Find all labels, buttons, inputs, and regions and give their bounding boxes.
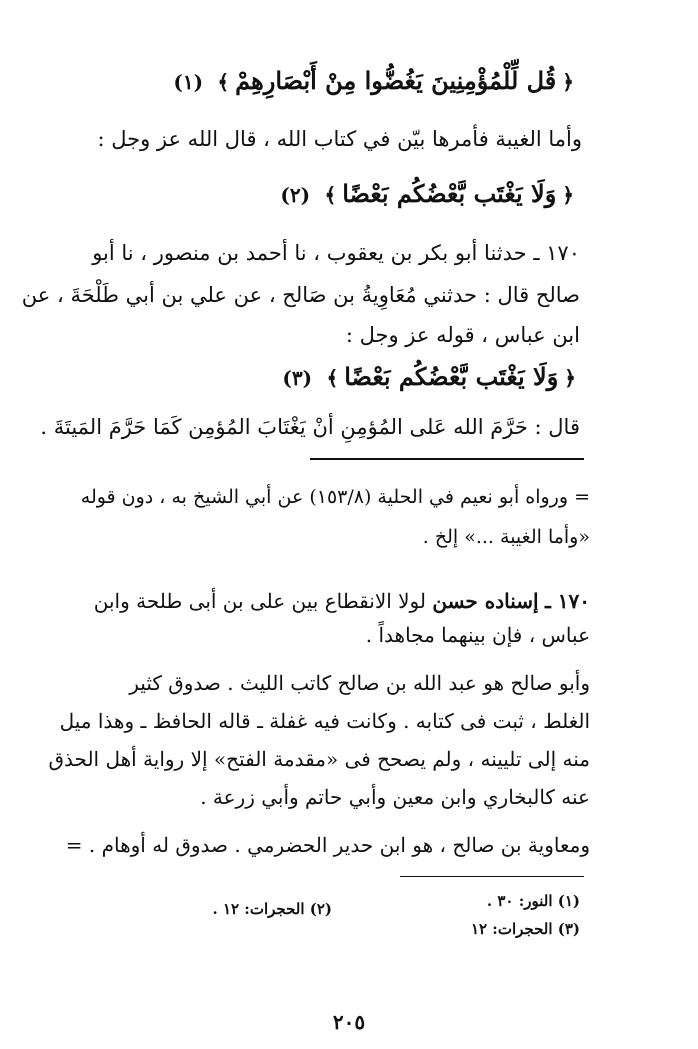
commentary-line-1 — [94, 586, 590, 616]
footnote-2: (٢) الحجرات: ١٢ . — [212, 900, 332, 918]
verse-text: وَلَا يَغْتَب بَّعْضُكُم بَعْضًا — [344, 362, 559, 391]
verse-2 — [280, 179, 580, 210]
verse-1 — [173, 66, 580, 97]
commentary-line-2: عباس ، فإن بينهما مجاهداً . — [365, 623, 590, 647]
footnote-rule — [400, 876, 584, 877]
note-line-1: = ورواه أبو نعيم في الحلية (١٥٣/٨) عن أبي الشيخ به ، دون قوله — [80, 486, 590, 508]
commentary-para2-line-1: وأبو صالح هو عبد الله بن صالح كاتب الليث . صدوق كثير — [129, 671, 590, 695]
verse-ref: (٢) — [280, 183, 311, 207]
commentary-number: ١٧٠ ـ — [544, 589, 590, 613]
body-line-3: صالح قال : حدثني مُعَاوِيةُ بن صَالح ، عن علي بن أبي طَلْحَةَ ، عن — [21, 283, 580, 307]
ornate-bracket-open: ﴿ — [562, 70, 574, 94]
verse-ref: (١) — [173, 70, 204, 94]
commentary-para2-line-4: عنه كالبخاري وابن معين وأبي حاتم وأبي زرعة . — [200, 785, 590, 809]
body-line-2: ١٧٠ ـ حدثنا أبو بكر بن يعقوب ، نا أحمد بن منصور ، نا أبو — [92, 241, 580, 265]
body-line-4: ابن عباس ، قوله عز وجل : — [345, 323, 580, 347]
divider-rule — [310, 458, 584, 460]
verse-3 — [282, 362, 582, 393]
ornate-bracket-close: ﴾ — [217, 70, 230, 94]
page-number: ٢٠٥ — [332, 1010, 366, 1034]
body-line-1: وأما الغيبة فأمرها بيّن في كتاب الله ، قال الله عز وجل : — [97, 127, 582, 151]
ornate-bracket-open: ﴿ — [562, 183, 574, 207]
verse-text: وَلَا يَغْتَب بَّعْضُكُم بَعْضًا — [342, 179, 557, 208]
commentary-heading: إسناده حسن — [432, 589, 539, 613]
body-line-5: قال : حَرَّمَ الله عَلى المُؤمِنِ أنْ يَغْتَابَ المُؤمِن كَمَا حَرَّمَ المَيتَةَ . — [40, 415, 580, 439]
note-line-2: «وأما الغيبة ...» إلخ . — [422, 526, 590, 548]
ornate-bracket-close: ﴾ — [324, 183, 337, 207]
commentary-para3: ومعاوية بن صالح ، هو ابن حدير الحضرمي . صدوق له أوهام . = — [65, 833, 590, 857]
commentary-rest: لولا الانقطاع بين على بن أبى طلحة وابن — [93, 589, 426, 613]
ornate-bracket-close: ﴾ — [326, 366, 339, 390]
footnote-1: (١) النور: ٣٠ . — [486, 892, 580, 910]
footnote-3: (٣) الحجرات: ١٢ — [470, 920, 580, 938]
ornate-bracket-open: ﴿ — [564, 366, 576, 390]
commentary-para2-line-3: منه إلى تليينه ، ولم يصحح فى «مقدمة الفتح» إلا رواية أهل الحذق — [48, 747, 590, 771]
commentary-para2-line-2: الغلط ، ثبت فى كتابه . وكانت فيه غفلة ـ قاله الحافظ ـ وهذا ميل — [59, 709, 590, 733]
verse-text: قُل لِّلْمُؤْمِنِينَ يَغُضُّوا مِنْ أَبْصَارِهِمْ — [235, 66, 557, 95]
verse-ref: (٣) — [282, 366, 313, 390]
